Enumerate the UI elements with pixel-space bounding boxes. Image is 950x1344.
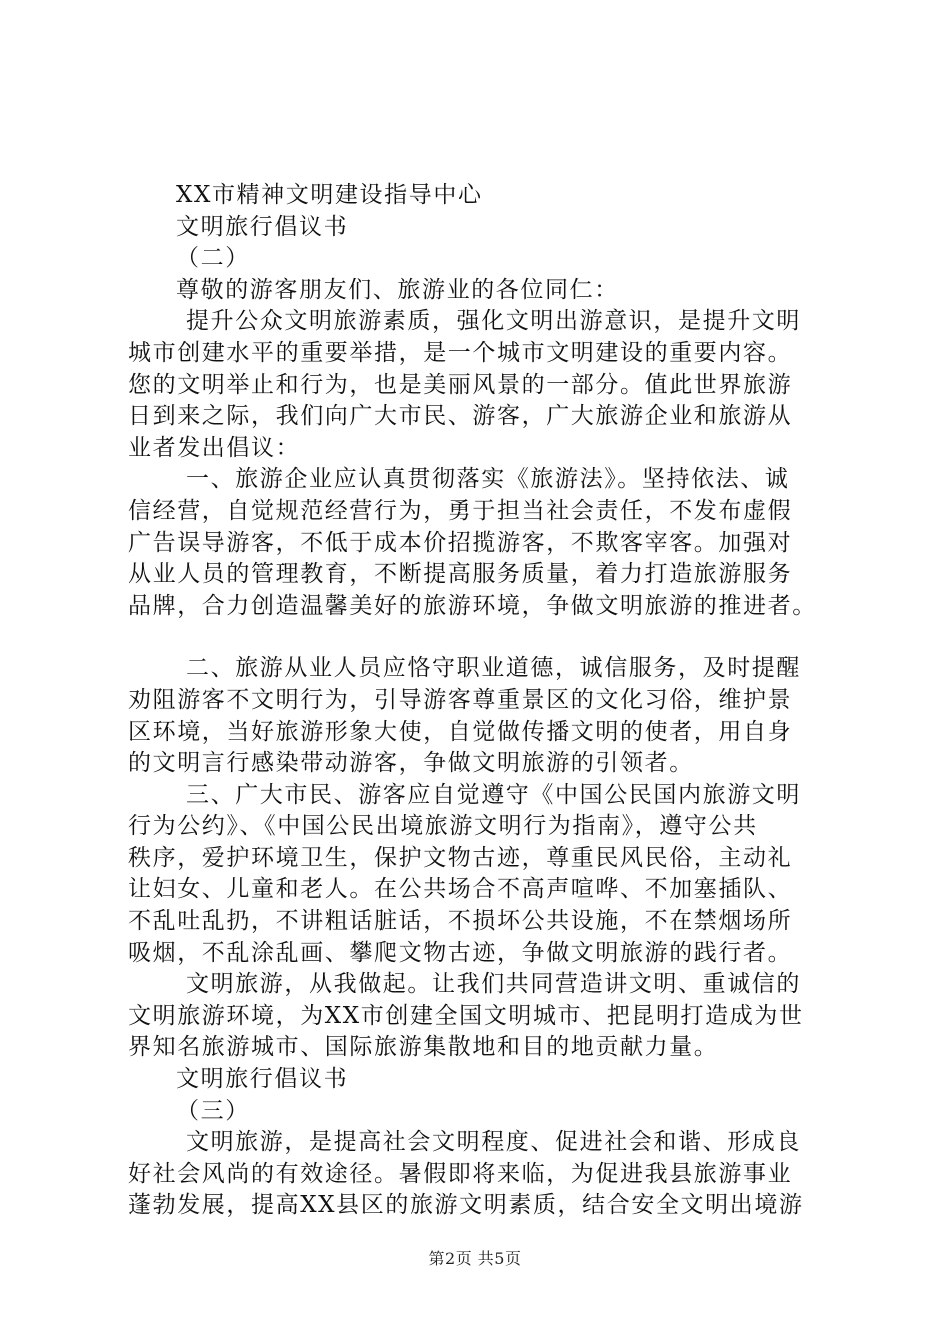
paragraph-line: 让妇女、儿童和老人。在公共场合不高声喧哗、不加塞插队、	[128, 876, 793, 903]
section-title: 文明旅行倡议书	[176, 1066, 349, 1093]
organization-line: XX市精神文明建设指导中心	[176, 182, 483, 208]
paragraph-line: 您的文明举止和行为，也是美丽风景的一部分。值此世界旅游	[128, 371, 793, 398]
paragraph-line: 三、广大市民、游客应自觉遵守《中国公民国内旅游文明	[186, 781, 801, 808]
paragraph-line: 界知名旅游城市、国际旅游集散地和目的地贡献力量。	[128, 1034, 719, 1061]
paragraph-line: 蓬勃发展，提高XX县区的旅游文明素质，结合安全文明出境游	[128, 1192, 804, 1219]
paragraph-line: 行为公约》、《中国公民出境旅游文明行为指南》，遵守公共	[128, 813, 758, 840]
paragraph-line: 城市创建水平的重要举措，是一个城市文明建设的重要内容。	[128, 339, 793, 366]
salutation: 尊敬的游客朋友们、旅游业的各位同仁：	[176, 276, 619, 303]
paragraph-line: 文明旅游，从我做起。让我们共同营造讲文明、重诚信的	[186, 971, 801, 998]
page-footer: 第2页 共5页	[428, 1249, 522, 1268]
paragraph-line: 秩序，爱护环境卫生，保护文物古迹，尊重民风民俗，主动礼	[128, 844, 793, 871]
paragraph-line: 业者发出倡议：	[128, 434, 301, 461]
paragraph-line: 好社会风尚的有效途径。暑假即将来临，为促进我县旅游事业	[128, 1160, 793, 1187]
section-number: （二）	[176, 245, 250, 272]
paragraph-line: 品牌，合力创造温馨美好的旅游环境，争做文明旅游的推进者。	[128, 592, 817, 619]
paragraph-line: 不乱吐乱扔，不讲粗话脏话，不损坏公共设施，不在禁烟场所	[128, 908, 793, 935]
paragraph-line: 区环境，当好旅游形象大使，自觉做传播文明的使者，用自身	[128, 718, 793, 745]
paragraph-line: 广告误导游客，不低于成本价招揽游客，不欺客宰客。加强对	[128, 529, 793, 556]
paragraph-line: 文明旅游环境，为XX市创建全国文明城市、把昆明打造成为世	[128, 1002, 804, 1029]
section-title: 文明旅行倡议书	[176, 213, 349, 240]
paragraph-line: 提升公众文明旅游素质，强化文明出游意识，是提升文明	[186, 308, 801, 335]
paragraph-gap	[128, 622, 848, 653]
paragraph-line: 吸烟，不乱涂乱画、攀爬文物古迹，争做文明旅游的践行者。	[128, 939, 793, 966]
paragraph-line: 文明旅游，是提高社会文明程度、促进社会和谐、形成良	[186, 1129, 801, 1156]
paragraph-line: 一、旅游企业应认真贯彻落实《旅游法》。坚持依法、诚	[186, 466, 790, 493]
paragraph-line: 劝阻游客不文明行为，引导游客尊重景区的文化习俗，维护景	[128, 686, 793, 713]
document-body	[128, 180, 848, 1222]
paragraph-line: 从业人员的管理教育，不断提高服务质量，着力打造旅游服务	[128, 561, 793, 588]
section-number: （三）	[176, 1097, 250, 1124]
paragraph-line: 二、旅游从业人员应恪守职业道德，诚信服务，及时提醒	[186, 655, 801, 682]
paragraph-line: 的文明言行感染带动游客，争做文明旅游的引领者。	[128, 750, 694, 777]
paragraph-line: 信经营，自觉规范经营行为，勇于担当社会责任，不发布虚假	[128, 497, 793, 524]
paragraph-line: 日到来之际，我们向广大市民、游客，广大旅游企业和旅游从	[128, 403, 793, 430]
